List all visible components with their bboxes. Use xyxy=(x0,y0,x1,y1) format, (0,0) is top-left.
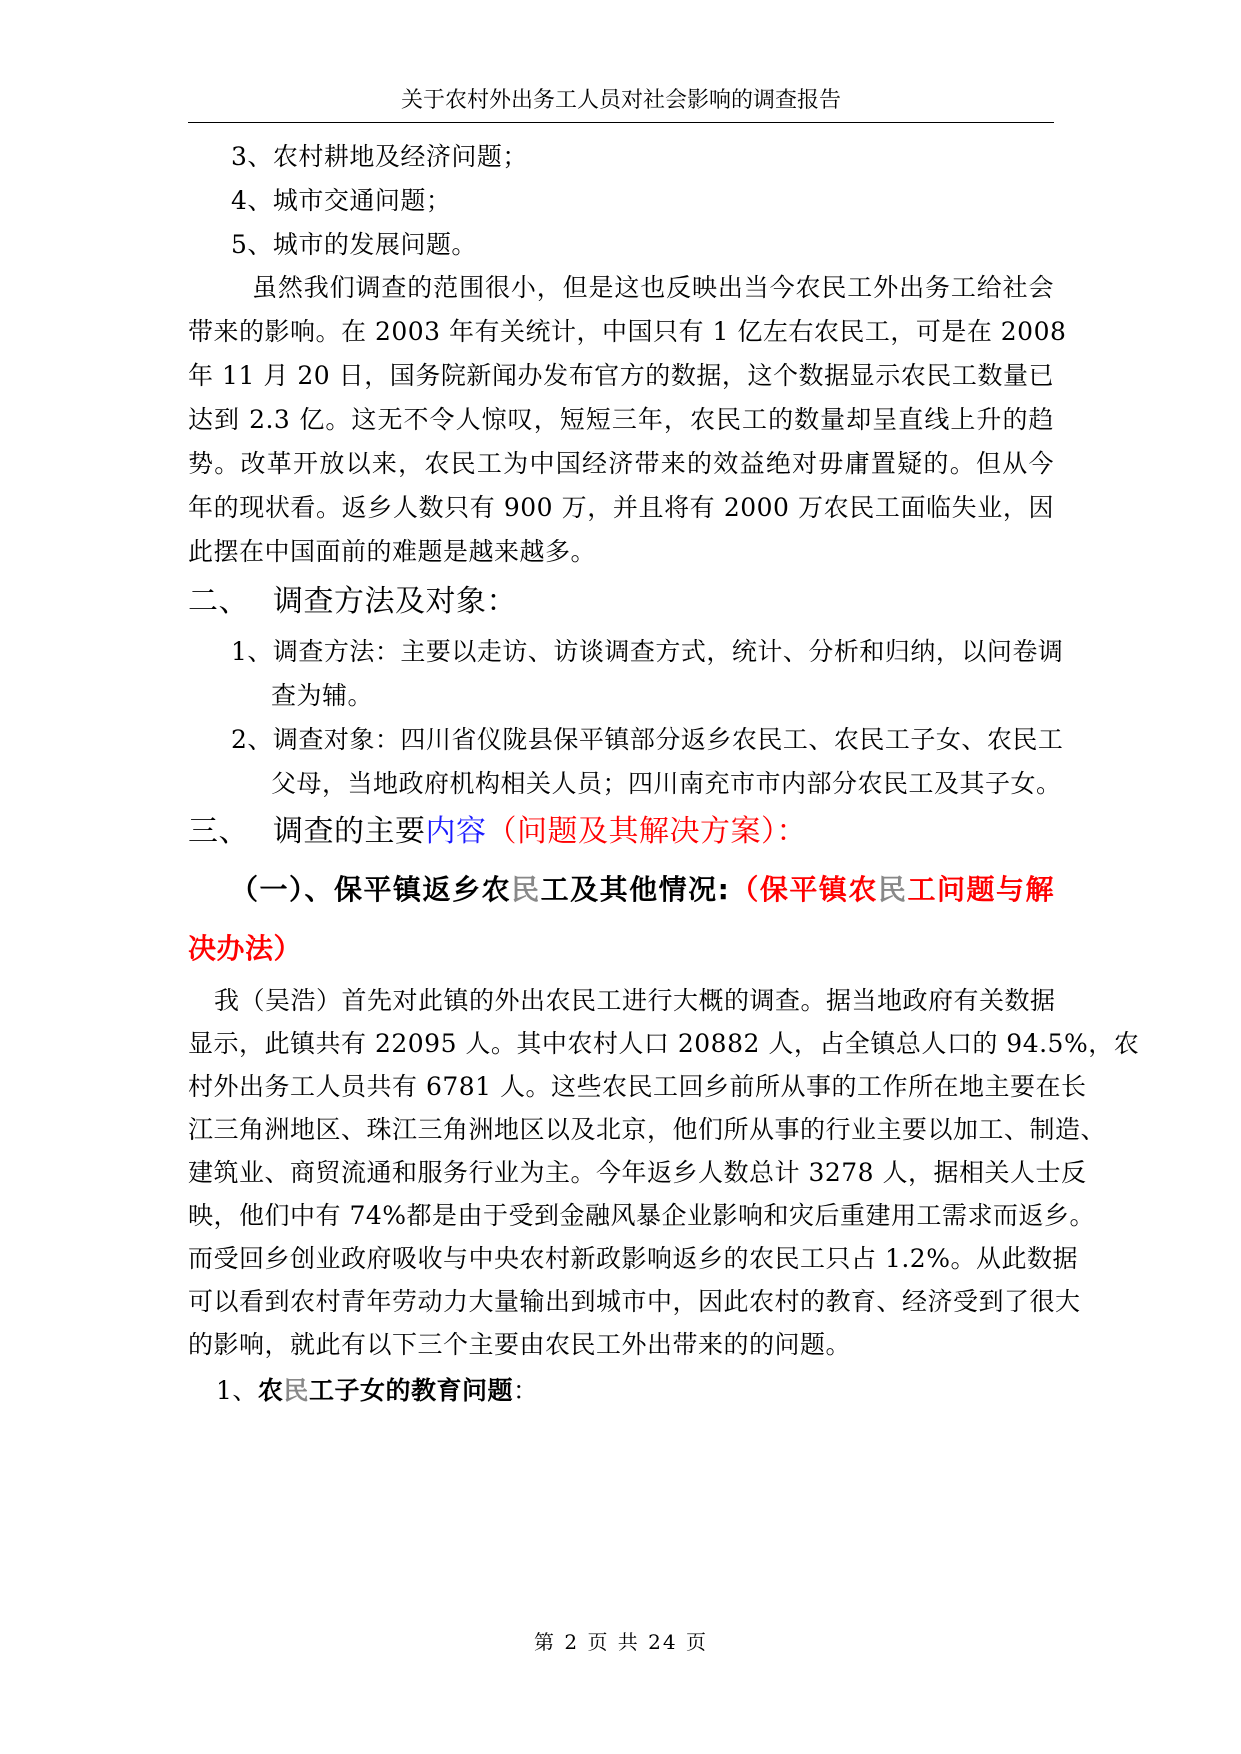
header-divider xyxy=(188,122,1054,123)
paragraph-line: 虽然我们调查的范围很小，但是这也反映出当今农民工外出务工给社会 xyxy=(252,273,1054,302)
section-number: 二、 xyxy=(188,584,249,619)
subsection-heading: （一）、保平镇返乡农民工及其他情况:（保平镇农民工问题与解 xyxy=(230,873,1054,906)
paragraph-line: 达到 2.3 亿。这无不令人惊叹，短短三年，农民工的数量却呈直线上升的趋 xyxy=(188,405,1054,434)
paragraph-line: 势。改革开放以来，农民工为中国经济带来的效益绝对毋庸置疑的。但从今 xyxy=(188,449,1054,478)
paragraph-line: 带来的影响。在 2003 年有关统计，中国只有 1 亿左右农民工，可是在 2008 xyxy=(188,317,1067,346)
section-number: 三、 xyxy=(188,814,249,849)
paragraph-line: 显示，此镇共有 22095 人。其中农村人口 20882 人，占全镇总人口的 94.5%，农 xyxy=(188,1029,1140,1058)
paragraph-line: 江三角洲地区、珠江三角洲地区以及北京，他们所从事的行业主要以加工、制造、 xyxy=(188,1115,1107,1144)
section-title: 调查的主要 xyxy=(273,814,426,849)
subsection-heading-cont: 决办法） xyxy=(188,932,303,965)
paragraph-line: 年 11 月 20 日，国务院新闻办发布官方的数据，这个数据显示农民工数量已 xyxy=(188,361,1054,390)
list-item-4: 4、城市交通问题； xyxy=(231,186,452,215)
list-item-3: 3、农村耕地及经济问题； xyxy=(231,142,528,171)
page-footer: 第 2 页 共 24 页 xyxy=(534,1630,708,1654)
paragraph-line: 年的现状看。返乡人数只有 900 万，并且将有 2000 万农民工面临失业，因 xyxy=(188,493,1054,522)
paragraph-line: 而受回乡创业政府吸收与中央农村新政影响返乡的农民工只占 1.2%。从此数据 xyxy=(188,1244,1078,1273)
paragraph-line: 的影响，就此有以下三个主要由农民工外出带来的的问题。 xyxy=(188,1330,852,1359)
section-heading-3 xyxy=(188,812,1054,852)
paragraph-line: 映，他们中有 74%都是由于受到金融风暴企业影响和灾后重建用工需求而返乡。 xyxy=(188,1201,1096,1230)
paragraph-line: 建筑业、商贸流通和服务行业为主。今年返乡人数总计 3278 人，据相关人士反 xyxy=(188,1158,1087,1187)
method-line: 1、调查方法：主要以走访、访谈调查方式，统计、分析和归纳，以问卷调 xyxy=(231,637,1064,666)
method-line: 查为辅。 xyxy=(271,681,374,710)
paragraph-line: 可以看到农村青年劳动力大量输出到城市中，因此农村的教育、经济受到了很大 xyxy=(188,1287,1081,1316)
list-item-5: 5、城市的发展问题。 xyxy=(231,230,477,259)
paragraph-line: 我（吴浩）首先对此镇的外出农民工进行大概的调查。据当地政府有关数据 xyxy=(214,986,1056,1015)
section-title-note: （问题及其解决方案）： xyxy=(486,814,807,849)
section-title-highlight: 内容 xyxy=(425,814,487,849)
section-heading-2 xyxy=(188,582,1054,622)
page-header: 关于农村外出务工人员对社会影响的调查报告 xyxy=(400,88,841,113)
target-line: 2、调查对象：四川省仪陇县保平镇部分返乡农民工、农民工子女、农民工 xyxy=(231,725,1064,754)
subitem-heading: 1、农民工子女的教育问题： xyxy=(216,1376,539,1405)
paragraph-line: 此摆在中国面前的难题是越来越多。 xyxy=(188,537,597,566)
paragraph-line: 村外出务工人员共有 6781 人。这些农民工回乡前所从事的工作所在地主要在长 xyxy=(188,1072,1087,1101)
section-title: 调查方法及对象： xyxy=(273,584,517,619)
target-line: 父母，当地政府机构相关人员；四川南充市市内部分农民工及其子女。 xyxy=(271,769,1062,798)
